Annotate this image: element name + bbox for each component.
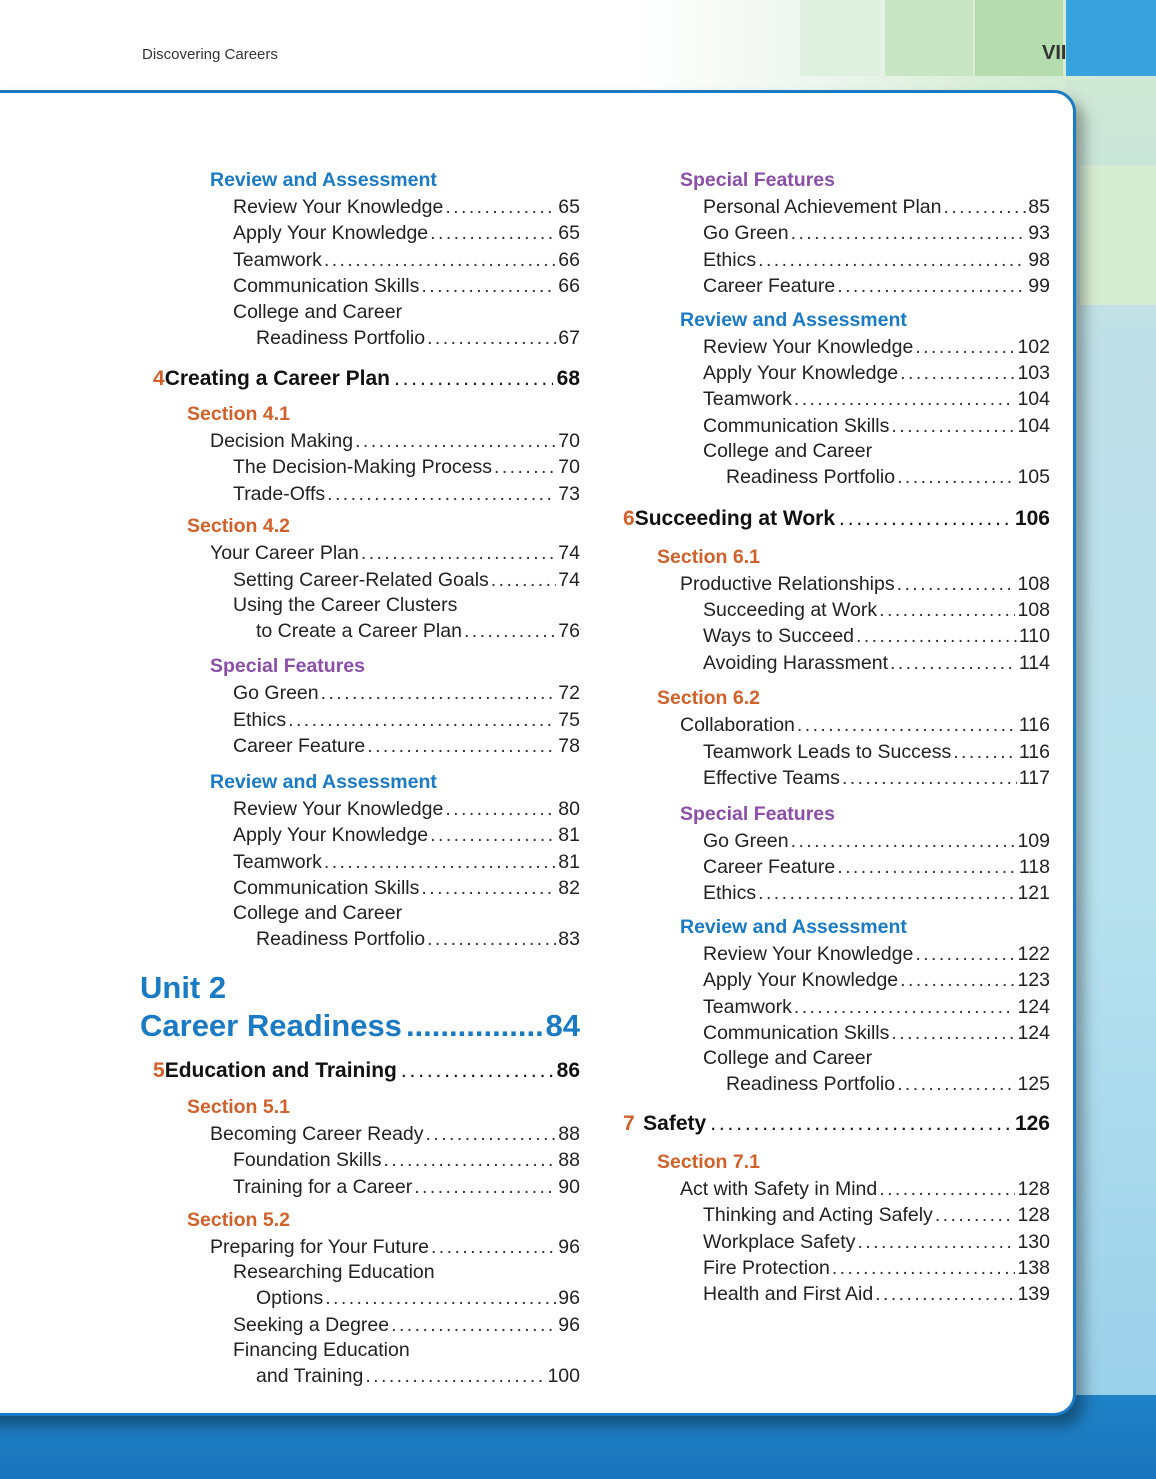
entry-title: Review Your Knowledge	[233, 797, 444, 820]
page-number: VII	[1042, 42, 1067, 64]
leader-dots	[445, 796, 556, 822]
entry-title: Becoming Career Ready	[210, 1122, 424, 1145]
toc-entry[interactable]	[140, 220, 580, 246]
chapter-entry[interactable]	[140, 363, 580, 395]
toc-entry-line: College and Career	[233, 300, 403, 323]
toc-entry[interactable]	[610, 247, 1050, 273]
toc-entry[interactable]	[140, 618, 580, 644]
leader-dots	[890, 650, 1017, 676]
unit-title-entry[interactable]	[140, 1007, 580, 1045]
leader-dots	[900, 967, 1015, 993]
entry-title: Apply Your Knowledge	[233, 824, 429, 847]
leader-dots	[935, 1202, 1016, 1228]
toc-entry[interactable]	[610, 1020, 1050, 1046]
toc-entry-line: College and Career	[233, 902, 403, 925]
entry-page: 110	[1018, 625, 1050, 648]
entry-title: Apply Your Knowledge	[703, 969, 899, 992]
entry-title: Teamwork	[703, 995, 792, 1018]
entry-title: Apply Your Knowledge	[233, 222, 429, 245]
leader-dots	[791, 220, 1027, 246]
entry-title: Training for a Career	[233, 1175, 413, 1198]
section-label: Section 5.1	[187, 1095, 290, 1118]
entry-page: 80	[558, 797, 580, 820]
leader-dots	[856, 623, 1017, 649]
entry-title: and Training	[256, 1365, 364, 1388]
leader-dots	[367, 733, 556, 759]
entry-title: Options	[256, 1287, 324, 1310]
toc-entry[interactable]	[140, 796, 580, 822]
decor-tile	[1066, 0, 1156, 76]
leader-dots	[431, 1234, 556, 1260]
entry-title: Thinking and Acting Safely	[703, 1204, 933, 1227]
leader-dots	[794, 386, 1016, 412]
toc-entry[interactable]	[610, 1255, 1050, 1281]
entry-page: 74	[558, 542, 580, 565]
toc-entry[interactable]	[610, 386, 1050, 412]
toc-entry[interactable]	[140, 428, 580, 454]
entry-title: Ethics	[703, 248, 757, 271]
chapter-page: 86	[556, 1058, 580, 1082]
leader-dots	[875, 1281, 1015, 1307]
toc-entry[interactable]	[140, 707, 580, 733]
entry-title: Go Green	[703, 222, 789, 245]
leader-dots	[900, 360, 1015, 386]
entry-page: 85	[1028, 196, 1050, 218]
entry-title: Readiness Portfolio	[726, 1073, 896, 1096]
entry-page: 102	[1017, 335, 1050, 358]
entry-page: 96	[558, 1287, 580, 1310]
entry-title: Go Green	[233, 682, 319, 705]
chapter-number: 6	[623, 506, 635, 530]
toc-entry[interactable]	[140, 1174, 580, 1200]
toc-entry[interactable]	[140, 849, 580, 875]
entry-page: 105	[1017, 466, 1050, 489]
entry-title: Go Green	[703, 829, 789, 852]
toc-entry-line: College and Career	[703, 440, 873, 463]
entry-title: Ethics	[233, 708, 287, 731]
unit-page: 84	[545, 1007, 580, 1043]
leader-dots	[837, 273, 1026, 299]
leader-dots	[897, 1071, 1015, 1097]
entry-title: Foundation Skills	[233, 1149, 382, 1172]
leader-dots	[427, 926, 556, 952]
toc-entry[interactable]	[610, 194, 1050, 220]
entry-page: 82	[558, 876, 580, 899]
section-heading-special: Special Features	[210, 655, 365, 678]
section-heading-review: Review and Assessment	[210, 770, 437, 793]
toc-right-column	[610, 166, 1050, 1308]
entry-title: Review Your Knowledge	[233, 196, 444, 218]
entry-page: 116	[1018, 740, 1050, 763]
toc-entry-line: Researching Education	[233, 1261, 435, 1284]
entry-page: 138	[1017, 1256, 1050, 1279]
toc-entry[interactable]	[140, 1147, 580, 1173]
toc-entry[interactable]	[610, 941, 1050, 967]
entry-page: 70	[558, 430, 580, 453]
entry-page: 93	[1028, 222, 1050, 245]
leader-dots	[943, 194, 1026, 220]
chapter-entry[interactable]	[610, 1108, 1050, 1140]
leader-dots	[464, 618, 556, 644]
leader-dots	[891, 1020, 1015, 1046]
toc-entry[interactable]	[610, 571, 1050, 597]
entry-title: Career Feature	[233, 735, 366, 758]
section-label: Section 4.2	[187, 515, 290, 538]
entry-page: 88	[558, 1122, 580, 1145]
leader-dots	[426, 1121, 557, 1147]
entry-page: 90	[558, 1175, 580, 1198]
toc-entry[interactable]	[610, 854, 1050, 880]
leader-dots	[842, 765, 1017, 791]
toc-entry[interactable]	[610, 1071, 1050, 1097]
leader-dots	[897, 571, 1016, 597]
leader-dots	[365, 1363, 545, 1389]
entry-page: 73	[558, 482, 580, 505]
entry-page: 124	[1017, 1021, 1050, 1044]
entry-page: 124	[1017, 995, 1050, 1018]
toc-entry[interactable]	[610, 739, 1050, 765]
leader-dots	[384, 1147, 557, 1173]
chapter-page: 68	[556, 367, 580, 391]
toc-entry[interactable]	[610, 650, 1050, 676]
toc-entry[interactable]	[610, 597, 1050, 623]
leader-dots	[391, 1312, 556, 1338]
entry-title: to Create a Career Plan	[256, 620, 462, 643]
toc-entry[interactable]	[140, 325, 580, 351]
entry-title: Trade-Offs	[233, 482, 326, 505]
toc-entry[interactable]	[140, 1312, 580, 1338]
toc-entry[interactable]	[140, 1363, 580, 1389]
leader-dots	[421, 875, 556, 901]
toc-entry[interactable]	[610, 712, 1050, 738]
section-label: Section 6.2	[657, 687, 760, 710]
entry-page: 123	[1017, 969, 1050, 992]
leader-dots	[406, 1007, 542, 1045]
chapter-entry[interactable]	[140, 1055, 580, 1087]
leader-dots	[897, 464, 1015, 490]
toc-entry[interactable]	[140, 1121, 580, 1147]
entry-title: Health and First Aid	[703, 1283, 874, 1306]
leader-dots	[427, 325, 556, 351]
leader-dots	[758, 247, 1026, 273]
leader-dots	[879, 597, 1015, 623]
toc-entry[interactable]	[140, 247, 580, 273]
chapter-number: 5	[153, 1058, 165, 1082]
toc-entry[interactable]	[140, 680, 580, 706]
entry-title: Communication Skills	[703, 414, 890, 437]
entry-title: Act with Safety in Mind	[680, 1177, 878, 1200]
decor-tile	[800, 0, 880, 76]
entry-title: Career Feature	[703, 275, 836, 298]
entry-page: 66	[558, 275, 580, 298]
toc-entry[interactable]	[610, 967, 1050, 993]
chapter-number: 7	[623, 1111, 635, 1135]
chapter-title: Succeeding at Work	[634, 506, 836, 530]
leader-dots	[791, 828, 1016, 854]
toc-entry[interactable]	[610, 765, 1050, 791]
entry-page: 67	[558, 326, 580, 349]
unit-title: Career Readiness	[140, 1007, 402, 1043]
entry-title: Personal Achievement Plan	[703, 196, 942, 218]
entry-page: 96	[558, 1235, 580, 1258]
entry-page: 65	[558, 196, 580, 218]
entry-page: 104	[1017, 414, 1050, 437]
toc-entry[interactable]	[140, 875, 580, 901]
entry-page: 109	[1017, 829, 1050, 852]
toc-entry[interactable]	[140, 540, 580, 566]
leader-dots	[288, 707, 556, 733]
toc-entry[interactable]	[610, 273, 1050, 299]
entry-title: Readiness Portfolio	[256, 326, 426, 349]
section-label: Section 5.2	[187, 1208, 290, 1231]
unit-label: Unit 2	[140, 969, 227, 1005]
toc-entry[interactable]	[610, 334, 1050, 360]
entry-page: 130	[1017, 1230, 1050, 1253]
decor-tile	[885, 0, 973, 76]
leader-dots	[445, 194, 556, 220]
leader-dots	[361, 540, 556, 566]
leader-dots	[839, 503, 1011, 535]
leader-dots	[355, 428, 556, 454]
entry-title: Teamwork	[703, 388, 792, 411]
leader-dots	[324, 849, 556, 875]
leader-dots	[414, 1174, 556, 1200]
entry-title: Ways to Succeed	[703, 625, 855, 648]
entry-title: Productive Relationships	[680, 572, 895, 595]
leader-dots	[401, 1055, 553, 1087]
entry-title: Seeking a Degree	[233, 1313, 390, 1336]
entry-page: 108	[1017, 599, 1050, 622]
entry-title: Review Your Knowledge	[703, 335, 914, 358]
entry-page: 83	[558, 928, 580, 951]
entry-page: 96	[558, 1313, 580, 1336]
toc-entry[interactable]	[610, 828, 1050, 854]
entry-title: The Decision-Making Process	[233, 456, 493, 479]
toc-entry[interactable]	[140, 822, 580, 848]
entry-title: Workplace Safety	[703, 1230, 856, 1253]
entry-title: Preparing for Your Future	[210, 1235, 429, 1258]
leader-dots	[797, 712, 1017, 738]
entry-page: 114	[1018, 651, 1050, 674]
entry-page: 75	[558, 708, 580, 731]
chapter-title: Safety	[643, 1111, 707, 1135]
leader-dots	[421, 273, 556, 299]
toc-entry[interactable]	[610, 1202, 1050, 1228]
entry-page: 81	[558, 850, 580, 873]
entry-page: 70	[558, 456, 580, 479]
leader-dots	[430, 822, 556, 848]
chapter-title: Education and Training	[164, 1058, 397, 1082]
entry-page: 108	[1017, 572, 1050, 595]
toc-entry[interactable]	[610, 220, 1050, 246]
leader-dots	[879, 1176, 1015, 1202]
leader-dots	[915, 334, 1015, 360]
toc-left-column	[140, 166, 580, 1390]
toc-entry[interactable]	[610, 360, 1050, 386]
entry-title: Collaboration	[680, 714, 795, 737]
leader-dots	[430, 220, 556, 246]
entry-title: Apply Your Knowledge	[703, 362, 899, 385]
entry-page: 125	[1017, 1073, 1050, 1096]
chapter-page: 106	[1014, 506, 1050, 530]
leader-dots	[491, 567, 557, 593]
leader-dots	[758, 880, 1015, 906]
entry-page: 98	[1028, 248, 1050, 271]
entry-title: Communication Skills	[703, 1021, 890, 1044]
entry-title: Avoiding Harassment	[703, 651, 888, 674]
toc-entry[interactable]	[610, 1229, 1050, 1255]
entry-page: 99	[1028, 275, 1050, 298]
chapter-page: 126	[1014, 1111, 1050, 1135]
entry-page: 74	[558, 568, 580, 591]
leader-dots	[710, 1108, 1011, 1140]
entry-page: 100	[547, 1365, 580, 1388]
chapter-title: Creating a Career Plan	[164, 367, 390, 391]
entry-page: 65	[558, 222, 580, 245]
section-label: Section 4.1	[187, 403, 290, 426]
toc-entry[interactable]	[610, 1281, 1050, 1307]
section-label: Section 7.1	[657, 1150, 760, 1173]
entry-page: 116	[1018, 714, 1050, 737]
toc-entry[interactable]	[140, 567, 580, 593]
book-title: Discovering Careers	[142, 46, 278, 63]
section-heading-review: Review and Assessment	[210, 169, 437, 191]
entry-page: 128	[1017, 1204, 1050, 1227]
leader-dots	[837, 854, 1017, 880]
entry-title: Readiness Portfolio	[256, 928, 426, 951]
entry-page: 88	[558, 1149, 580, 1172]
leader-dots	[857, 1229, 1015, 1255]
section-heading-special: Special Features	[680, 169, 835, 191]
toc-entry[interactable]	[610, 464, 1050, 490]
toc-entry-line: College and Career	[703, 1047, 873, 1070]
leader-dots	[321, 680, 557, 706]
entry-page: 72	[558, 682, 580, 705]
entry-title: Readiness Portfolio	[726, 466, 896, 489]
decor-tile	[1080, 165, 1156, 305]
leader-dots	[794, 994, 1016, 1020]
leader-dots	[324, 247, 556, 273]
toc-entry[interactable]	[610, 413, 1050, 439]
entry-title: Setting Career-Related Goals	[233, 568, 489, 591]
section-heading-review: Review and Assessment	[680, 308, 907, 331]
leader-dots	[394, 363, 553, 395]
toc-entry[interactable]	[140, 194, 580, 220]
entry-title: Review Your Knowledge	[703, 942, 914, 965]
entry-page: 76	[558, 620, 580, 643]
leader-dots	[494, 454, 556, 480]
entry-title: Communication Skills	[233, 876, 420, 899]
leader-dots	[953, 739, 1017, 765]
toc-entry[interactable]	[140, 454, 580, 480]
entry-title: Your Career Plan	[210, 542, 359, 565]
entry-title: Succeeding at Work	[703, 599, 878, 622]
entry-page: 81	[558, 824, 580, 847]
entry-title: Effective Teams	[703, 767, 840, 790]
entry-page: 78	[558, 735, 580, 758]
toc-entry[interactable]	[140, 481, 580, 507]
toc-entry[interactable]	[610, 994, 1050, 1020]
entry-title: Teamwork	[233, 850, 322, 873]
toc-entry[interactable]	[140, 733, 580, 759]
toc-entry[interactable]	[610, 1176, 1050, 1202]
leader-dots	[891, 413, 1015, 439]
entry-page: 121	[1017, 882, 1050, 905]
entry-page: 139	[1017, 1283, 1050, 1306]
entry-page: 122	[1017, 942, 1050, 965]
section-label: Section 6.1	[657, 545, 760, 568]
toc-entry[interactable]	[140, 1285, 580, 1311]
toc-entry-line: Using the Career Clusters	[233, 594, 458, 617]
entry-title: Fire Protection	[703, 1256, 830, 1279]
leader-dots	[327, 481, 556, 507]
entry-page: 128	[1017, 1177, 1050, 1200]
toc-entry[interactable]	[140, 926, 580, 952]
leader-dots	[832, 1255, 1016, 1281]
toc-entry[interactable]	[610, 880, 1050, 906]
leader-dots	[915, 941, 1015, 967]
toc-entry[interactable]	[140, 273, 580, 299]
chapter-entry[interactable]	[610, 503, 1050, 535]
section-heading-review: Review and Assessment	[680, 915, 907, 938]
entry-title: Teamwork	[233, 248, 322, 271]
section-heading-special: Special Features	[680, 802, 835, 825]
entry-page: 104	[1017, 388, 1050, 411]
toc-entry-line: Financing Education	[233, 1339, 410, 1362]
entry-page: 118	[1018, 855, 1050, 878]
entry-page: 66	[558, 248, 580, 271]
entry-page: 117	[1018, 767, 1050, 790]
entry-title: Decision Making	[210, 430, 354, 453]
toc-entry[interactable]	[140, 1234, 580, 1260]
toc-entry[interactable]	[610, 623, 1050, 649]
leader-dots	[325, 1285, 556, 1311]
entry-title: Ethics	[703, 882, 757, 905]
entry-title: Teamwork Leads to Success	[703, 740, 952, 763]
entry-title: Career Feature	[703, 855, 836, 878]
chapter-number: 4	[153, 367, 165, 391]
entry-title: Communication Skills	[233, 275, 420, 298]
entry-page: 103	[1017, 362, 1050, 385]
